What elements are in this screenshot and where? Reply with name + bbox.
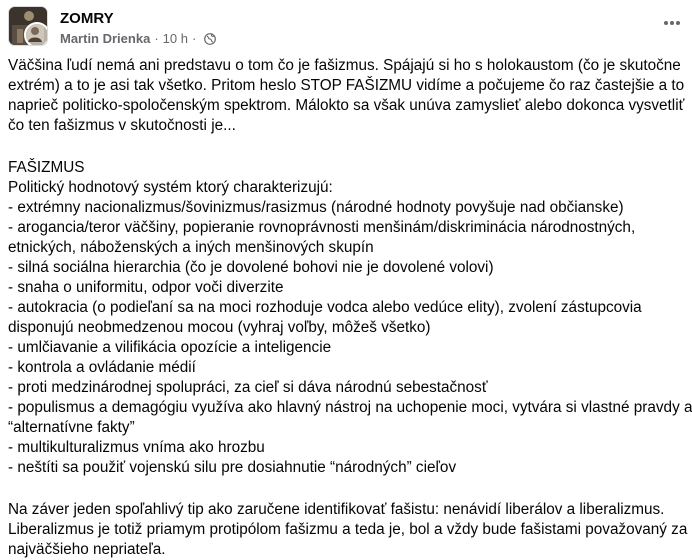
list-item: - snaha o uniformitu, odpor voči diverzite (8, 279, 284, 296)
post-meta (60, 31, 216, 47)
text-line: Politický hodnotový systém ktorý charakterizujú: (8, 179, 333, 196)
list-item: - kontrola a ovládanie médií (8, 359, 196, 376)
group-name[interactable]: ZOMRY (60, 10, 114, 27)
section-heading: FAŠIZMUS (8, 159, 85, 176)
list-item: - proti medzinárodnej spolupráci, za cieľ si dáva národnú sebestačnosť (8, 379, 488, 396)
list-paragraph (8, 158, 692, 478)
list-item: “alternatívne fakty” (8, 419, 135, 436)
person-icon (26, 24, 44, 42)
text-line: Na záver jeden spoľahlivý tip ako zaručene identifikovať fašistu: nenávidí liberálov a liberalizmus. (8, 501, 665, 518)
author-avatar[interactable] (24, 22, 48, 46)
group-avatar[interactable] (8, 6, 48, 46)
list-item: etnických, náboženských a iných menšinových skupín (8, 239, 374, 256)
outro-paragraph (8, 500, 686, 560)
list-item: - arogancia/teror väčšiny, popieranie rovnoprávnosti menšinám/diskriminácia národnostných, (8, 219, 636, 236)
meta-separator: · (154, 31, 159, 46)
globe-icon[interactable] (204, 33, 216, 45)
meta-separator-2: · (191, 31, 197, 46)
text-line: čo ten fašizmus v skutočnosti je... (8, 117, 236, 134)
intro-paragraph (8, 56, 686, 136)
text-line: najväčšieho nepriateľa. (8, 541, 166, 558)
post-time[interactable]: 10 h (162, 31, 188, 46)
list-item: disponujú neobmedzenou mocou (vyhraj voľby, môžeš všetko) (8, 319, 431, 336)
author-name[interactable]: Martin Drienka (60, 31, 151, 46)
post-body (8, 56, 692, 560)
list-item: - extrémny nacionalizmus/šovinizmus/rasizmus (národné hodnoty povyšuje nad občianske) (8, 199, 624, 216)
list-item: - neštíti sa použiť vojenskú silu pre dosiahnutie “národných” cieľov (8, 459, 457, 476)
post-header (8, 6, 684, 48)
list-item: - autokracia (o podieľaní sa na moci rozhoduje vodca alebo vedúce elity), zvolení zástupcovia (8, 299, 642, 316)
text-line: naprieč politicko-spoločenským spektrom. Málokto sa však unúva zamyslieť alebo dokonca vysvetliť (8, 97, 685, 114)
more-options-icon[interactable] (660, 14, 684, 32)
list-item: - multikulturalizmus vníma ako hrozbu (8, 439, 265, 456)
list-item: - populismus a demagógiu využíva ako hlavný nástroj na uchopenie moci, vytvára si vlastné pravdy a (8, 399, 692, 416)
list-item: - silná sociálna hierarchia (čo je dovolené bohovi nie je dovolené volovi) (8, 259, 494, 276)
text-line: Väčšina ľudí nemá ani predstavu o tom čo je fašizmus. Spájajú si ho s holokaustom (čo je skutočne (8, 57, 681, 74)
list-item: - umlčiavanie a vilifikácia opozície a inteligencie (8, 339, 332, 356)
text-line: Liberalizmus je totiž priamym protipólom fašizmu a teda je, bol a vždy bude fašistami považovaný za (8, 521, 688, 538)
text-line: extrém) a to je asi tak všetko. Pritom heslo STOP FAŠIZMU vidíme a počujeme čo raz častejšie a to (8, 77, 685, 94)
